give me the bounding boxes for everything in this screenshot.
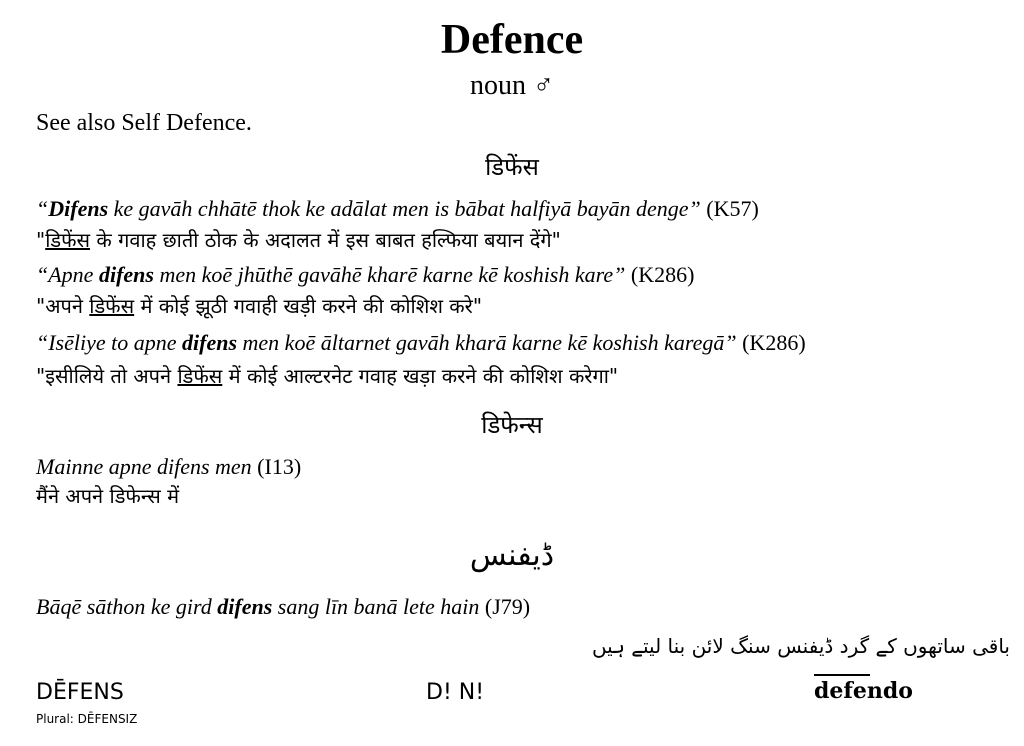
example-5-ref: (J79) (479, 594, 531, 619)
example-4-transliteration (36, 454, 301, 480)
example-2-pre: “Apne (36, 262, 99, 287)
example-4-ref: (I13) (251, 454, 302, 479)
example-3-ref: (K286) (736, 330, 806, 355)
example-1-pre: “ (36, 196, 49, 221)
spelling: DĒFENS (36, 680, 124, 705)
example-4-devanagari: मैंने अपने डिफेन्स में (36, 484, 180, 508)
example-1-deva-pre: " (36, 228, 46, 252)
example-5-pre: Bāqē sāthon ke gird (36, 594, 218, 619)
example-3-keyword: difens (182, 330, 238, 355)
urdu-heading: ڈیفنس (469, 538, 555, 573)
example-1-transliteration (36, 196, 759, 222)
etymology (814, 678, 913, 704)
example-5-transliteration (36, 594, 530, 620)
pronunciation-marker: D! N! (426, 680, 485, 705)
example-2-transliteration (36, 262, 694, 288)
etymology-word: defendo (814, 678, 913, 704)
devanagari-heading-1: डिफेंस (485, 153, 539, 181)
example-3-post: men koē āltarnet gavāh kharā karne kē koshish karegā” (237, 330, 737, 355)
plural-form: Plural: DĒFENSIZ (36, 712, 138, 726)
devanagari-heading-2: डिफेन्स (481, 411, 543, 439)
example-1-ref: (K57) (700, 196, 759, 221)
etymology-overline (814, 674, 870, 676)
example-3-pre: “Isēliye to apne (36, 330, 183, 355)
example-5-keyword: difens (217, 594, 273, 619)
example-2-deva-post: में कोई झूठी गवाही खड़ी करने की कोशिश करे" (134, 294, 483, 318)
example-1-deva-keyword: डिफेंस (45, 228, 91, 252)
example-1-keyword: Difens (48, 196, 109, 221)
example-2-ref: (K286) (625, 262, 695, 287)
example-3-transliteration (36, 330, 806, 356)
example-2-devanagari (36, 292, 482, 319)
example-3-devanagari (36, 362, 618, 389)
example-5-urdu: باقی ساتھوں کے گرد ڈیفنس سنگ لائن بنا لیتے ہیں (591, 634, 1010, 658)
see-also-note: See also Self Defence. (36, 110, 252, 136)
example-2-deva-keyword: डिफेंस (89, 294, 135, 318)
example-3-deva-post: में कोई आल्टरनेट गवाह खड़ा करने की कोशिश करेगा" (222, 364, 619, 388)
example-3-deva-pre: "इसीलिये तो अपने (36, 364, 178, 388)
example-2-post: men koē jhūthē gavāhē kharē karne kē koshish kare” (153, 262, 626, 287)
example-1-devanagari (36, 226, 561, 253)
example-1-post: ke gavāh chhātē thok ke adālat men is bābat halfiyā bayān denge” (108, 196, 701, 221)
example-1-deva-post: के गवाह छाती ठोक के अदालत में इस बाबत हल्फिया बयान देंगे" (90, 228, 561, 252)
example-2-keyword: difens (98, 262, 154, 287)
example-2-deva-pre: "अपने (36, 294, 90, 318)
example-3-deva-keyword: डिफेंस (177, 364, 223, 388)
entry-title: Defence (440, 17, 584, 63)
example-5-post: sang līn banā lete hain (272, 594, 480, 619)
part-of-speech: noun ♂ (470, 70, 554, 101)
example-4-text: Mainne apne difens men (36, 454, 252, 479)
